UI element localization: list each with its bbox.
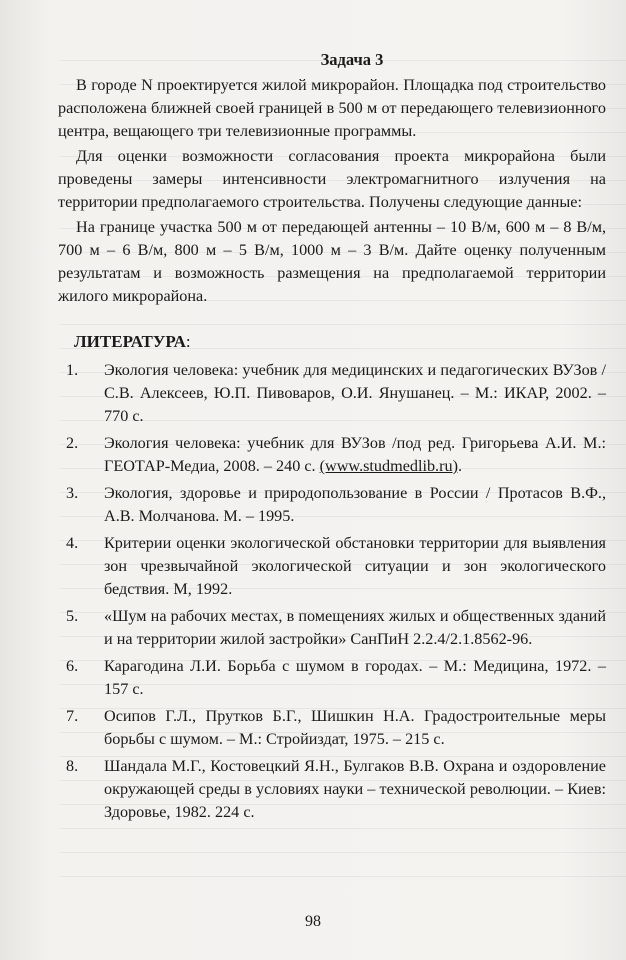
literature-item [58, 755, 606, 824]
literature-item-number: 7. [66, 707, 79, 725]
literature-item [58, 432, 606, 478]
literature-item-text: Экология человека: учебник для ВУЗов /под ред. Григорьева А.И. М.: ГЕОТАР-Медиа, 2008. – 240 с. [104, 434, 606, 475]
literature-item-number: 8. [66, 757, 79, 775]
literature-heading [74, 330, 606, 353]
literature-item [58, 705, 606, 751]
literature-item-text: Экология человека: учебник для медицинских и педагогических ВУЗов / С.В. Алексеев, Ю.П. Пивоваров, О.И. Янушанец. – М.: ИКАР, 2002. – 770 с. [104, 361, 606, 425]
literature-item-text: Критерии оценки экологической обстановки территории для выявления зон чрезвычайной экологической ситуации и зон экологического бедствия. М, 1992. [104, 534, 606, 598]
task-title: Задача 3 [320, 50, 384, 69]
literature-item-text: Шандала М.Г., Костовецкий Я.Н., Булгаков В.В. Охрана и оздоровление окружающей среды в условиях науки – технической революции. – Киев: Здоровье, 1982. 224 с. [104, 757, 606, 821]
literature-list [58, 359, 606, 824]
literature-item-text: Карагодина Л.И. Борьба с шумом в городах. – М.: Медицина, 1972. – 157 с. [104, 657, 606, 698]
literature-item-number: 5. [66, 607, 79, 625]
task-paragraph-2: Для оценки возможности согласования проекта микрорайона были проведены замеры интенсивности электромагнитного излучения на территории предполагаемого строительства. Получены следующие данные: [58, 147, 606, 211]
literature-item [58, 655, 606, 701]
literature-item-text: Экология, здоровье и природопользование в России / Протасов В.Ф., А.В. Молчанова. М. – 1995. [104, 484, 606, 525]
literature-item-end: . [457, 457, 463, 475]
literature-heading-colon: : [185, 332, 191, 351]
page-number: 98 [305, 913, 321, 930]
literature-item [58, 482, 606, 528]
task-paragraph-3: На границе участка 500 м от передающей антенны – 10 В/м, 600 м – 8 В/м, 700 м – 6 В/м, 800 м – 5 В/м, 1000 м – 3 В/м. Дайте оценку полученным результатам и возможность размещения на предполагаемой территории жилого микрорайона. [58, 218, 606, 305]
literature-item-number: 1. [66, 361, 79, 379]
literature-item [58, 532, 606, 601]
task-paragraph-1: В городе N проектируется жилой микрорайон. Площадка под строительство расположена ближней своей границей в 500 м от передающего телевизионного центра, вещающего три телевизионные программы. [58, 76, 606, 140]
literature-item-number: 6. [66, 657, 79, 675]
literature-item-number: 4. [66, 534, 79, 552]
literature-item [58, 605, 606, 651]
literature-item-number: 2. [66, 434, 79, 452]
page-content [58, 48, 606, 828]
literature-item-number: 3. [66, 484, 79, 502]
literature-heading-text: ЛИТЕРАТУРА [74, 332, 186, 351]
literature-item-text: «Шум на рабочих местах, в помещениях жилых и общественных зданий и на территории жилой застройки» СанПиН 2.2.4/2.1.8562-96. [104, 607, 606, 648]
literature-item [58, 359, 606, 428]
literature-item-link[interactable]: (www.studmedlib.ru) [319, 457, 458, 475]
literature-item-text: Осипов Г.Л., Прутков Б.Г., Шишкин Н.А. Градостроительные меры борьбы с шумом. – М.: Стройиздат, 1975. – 215 с. [104, 707, 606, 748]
